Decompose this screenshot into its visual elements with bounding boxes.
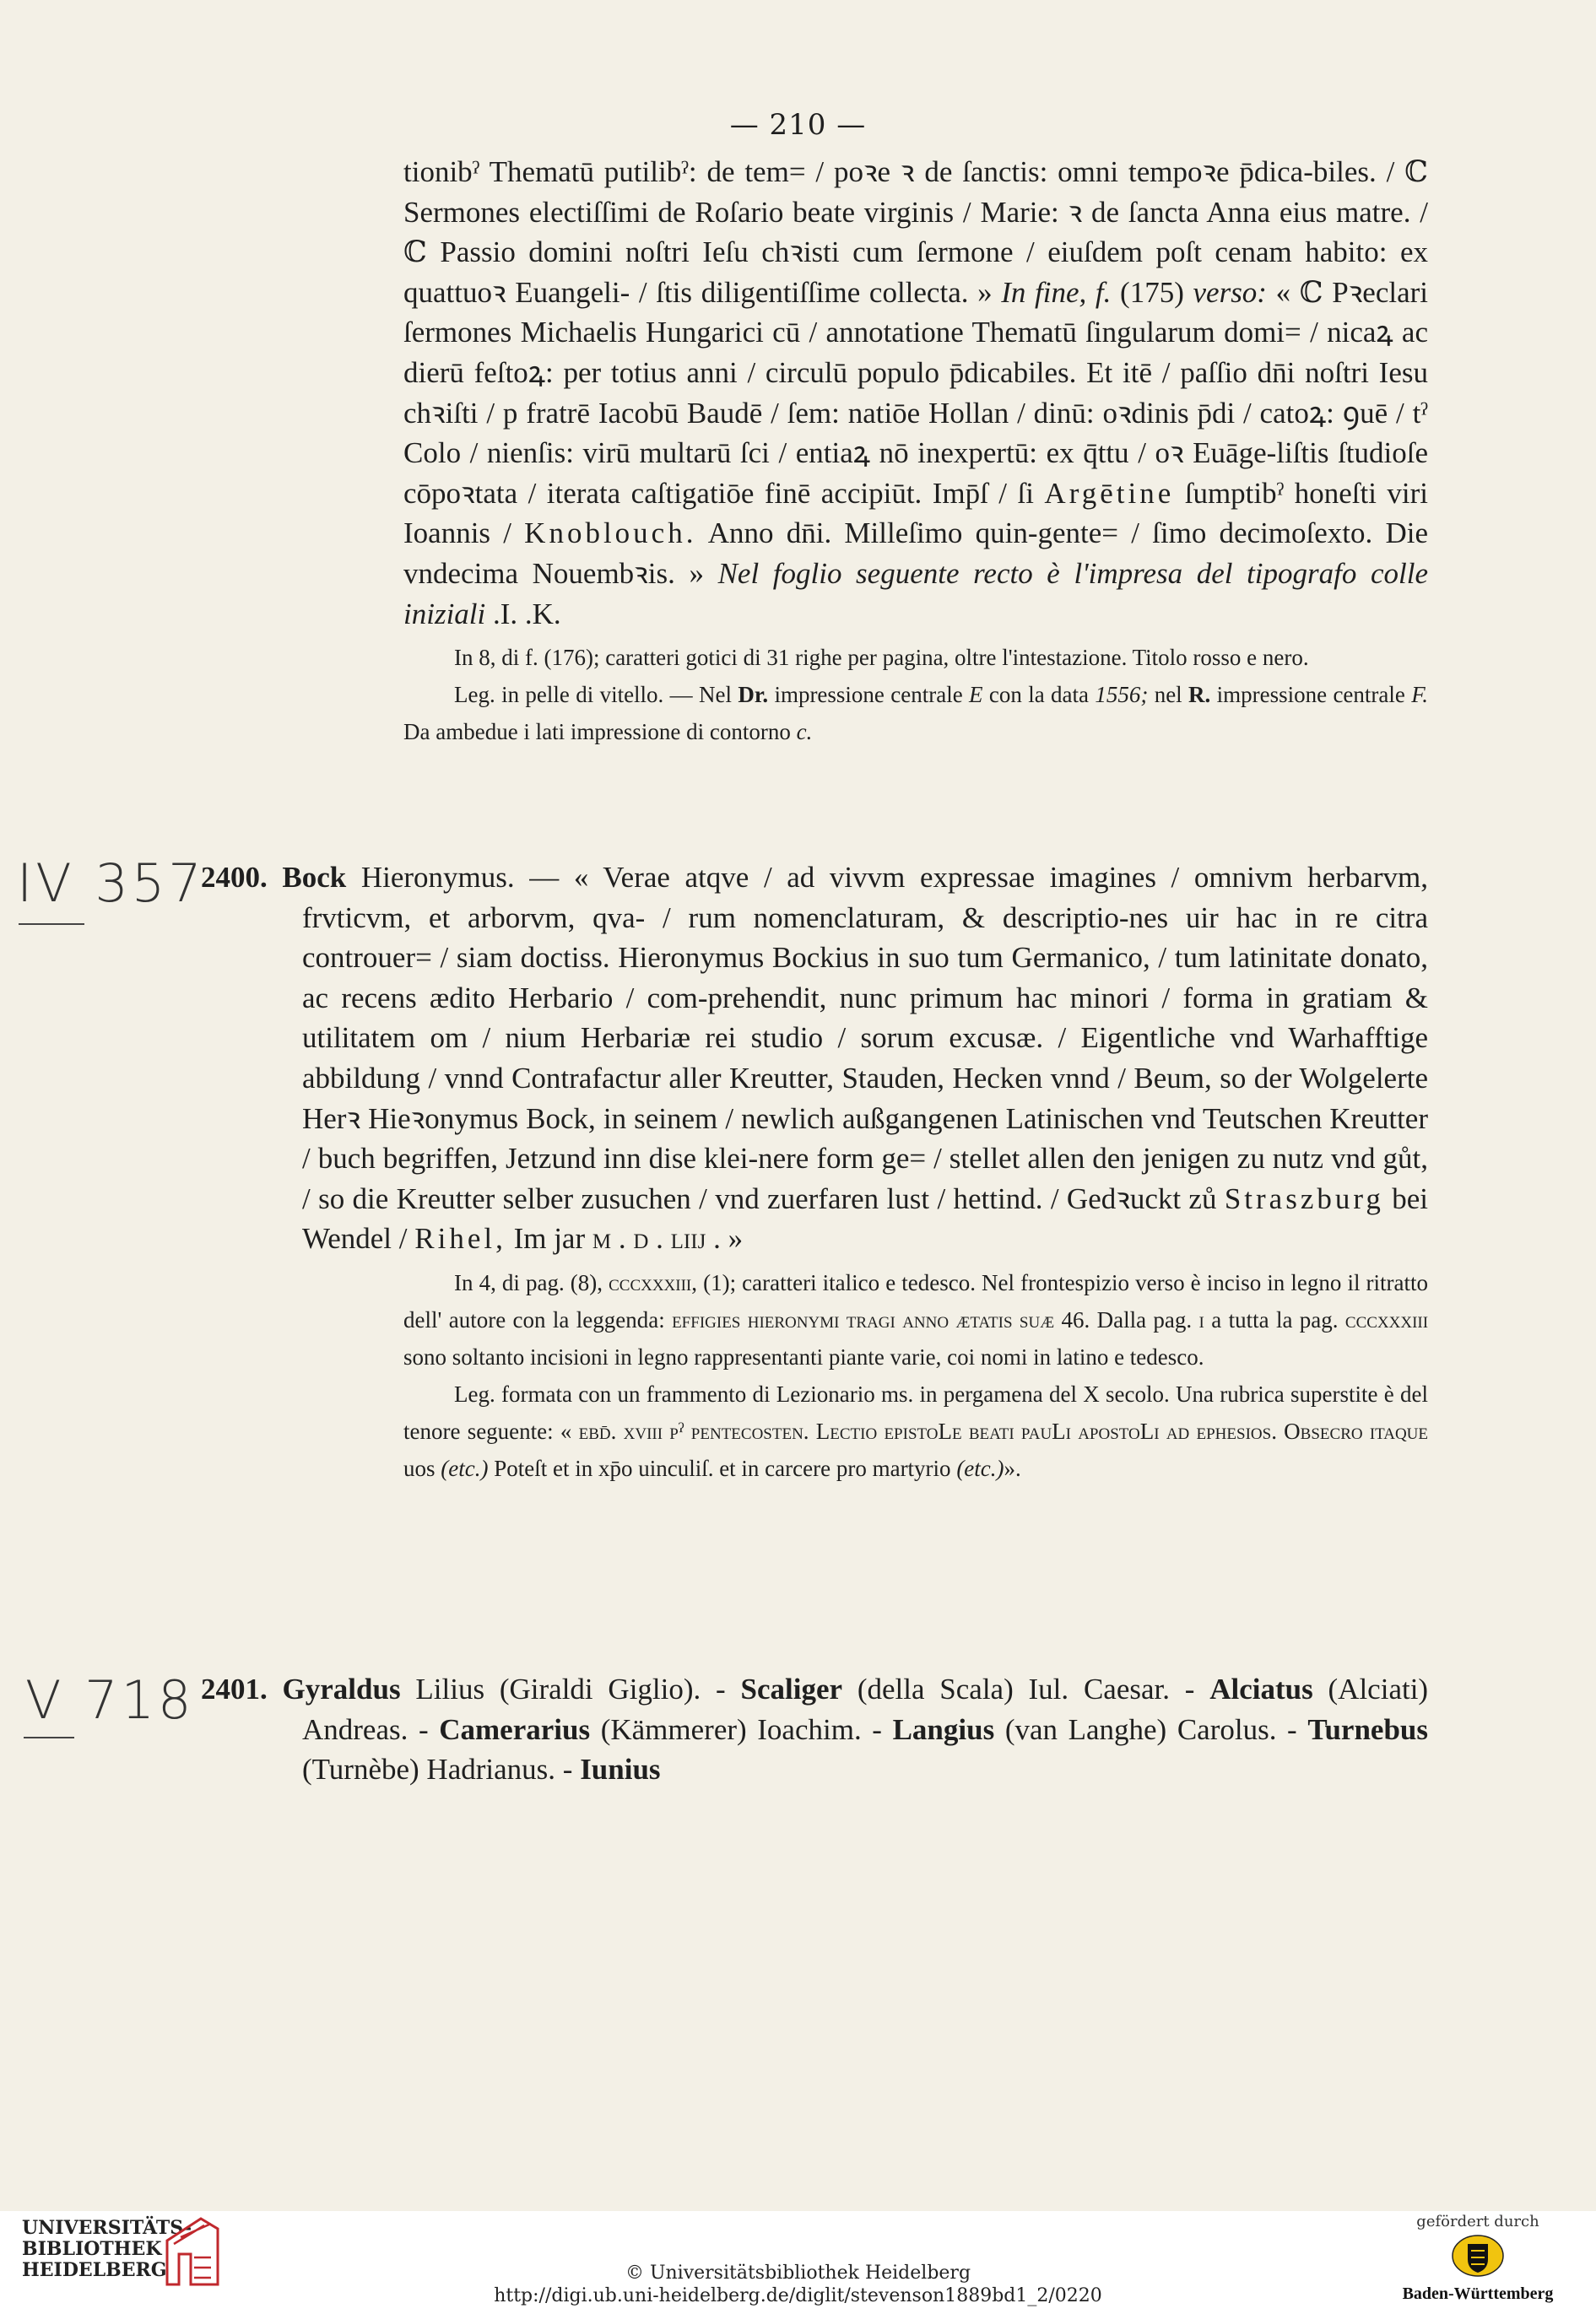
margin-note-shelfmark: V 718 [25, 1669, 195, 1731]
margin-note-underline [24, 1737, 74, 1738]
description-note: In 8, di f. (176); caratteri gotici di 31 righe per pagina, oltre l'intestazione. Titolo rosso e nero. [454, 645, 1309, 671]
library-name-line3: HEIDELBERG [22, 2259, 167, 2281]
margin-note-shelfmark: IV 357 [17, 852, 205, 914]
state-coat-of-arms-icon [1451, 2234, 1505, 2278]
sponsor-name: Baden-Württemberg [1402, 2284, 1554, 2303]
permalink[interactable]: http://digi.ub.uni-heidelberg.de/diglit/stevenson1889bd1_2/0220 [494, 2285, 1102, 2306]
binding-note: Leg. in pelle di vitello. — Nel Dr. impressione centrale E con la data 1556; nel R. impressione centrale F. Da ambedue i lati impressione di contorno c. [403, 682, 1428, 745]
margin-note-underline [19, 923, 84, 925]
entry-2401 [201, 1669, 1429, 1790]
library-name-line1: UNIVERSITÄTS- [22, 2217, 192, 2239]
entry-2400-description: In 4, di pag. (8), cccxxxiii, (1); caratteri italico e tedesco. Nel frontespizio verso è inciso in legno il ritratto dell' autore con la leggenda: effigies hieronymi tragi anno ætatis suæ 46. Dalla pag. i a tutta la pag. cccxxxiii sono soltanto incisioni in legno rappresentanti piante varie, coi nomi in latino e tedesco. [403, 1269, 1429, 1370]
entry-2400 [201, 857, 1429, 1487]
entry-2401-title: 2401. Gyraldus Lilius (Giraldi Giglio). - Scaliger (della Scala) Iul. Caesar. - Alciatus (Alciati) Andreas. - Camerarius (Kämmerer) Ioachim. - Langius (van Langhe) Carolus. - Turnebus (Turnèbe) Hadrianus. - Iunius [201, 1673, 1429, 1787]
entry-2400-title: 2400. Bock Hieronymus. — « Verae atqve / ad vivvm expressae imagines / omnivm herbarvm, frvticvm, et arborvm, qva- / rum nomenclaturam, & descriptio-nes uir hac in re citra controuer= / siam doctiss. Hieronymus Bockius in suo tum Germanico, / tum latinitate donato, ac recens ædito Herbario / com-prehendit, nunc primum hac minori / forma in gratiam & utilitatem om / nium Herbariæ rei studio / sorum excusæ. / Eigentliche vnd Warhafftige abbildung / vnnd Contrafactur aller Kreutter, Stauden, Hecken vnnd / Beum, so der Wolgelerte Herꝛ Hieꝛonymus Bock, in seinem / newlich außgangenen Latinischen vnd Teutschen Kreutter / buch begriffen, Jetzund inn dise klei-nere form ge= / stellet allen den jenigen zu nutz vnd gůt, / so die Kreutter selber zusuchen / vnd zuerfaren lust / hettind. / Gedꝛuckt zů Straszburg bei Wendel / Rihel, Im jar m . d . liij . » [201, 861, 1429, 1256]
continuation-paragraph: tionibˀ Thematū putilibˀ: de tem= / poꝛe ꝛ de ſanctis: omni tempoꝛe p̄dica-biles. / ℂ Sermones electiſſimi de Roſario beate virginis / Marie: ꝛ de ſancta Anna eius matre. / ℂ Passio domini noſtri Ieſu chꝛisti cum ſermone / eiuſdem poſt cenam habito: ex quattuoꝛ Euangeli- / ſtis diligentiſſime collecta. » In fine, f. (175) verso: « ℂ Pꝛeclari ſermones Michaelis Hungarici cū / annotatione Thematū ſingularum domi= / nicaꝝ ac dierū feſtoꝝ: per totius anni / circulū populo p̄dicabiles. Et itē / paſſio dn̄i noſtri Iesu chꝛiſti / p fratrē Iacobū Baudē / ſem: natiōe Hollan / dinū: oꝛdinis p̄di / catoꝝ: ꝯuē / tˀ Colo / nienſis: virū multarū ſci / entiaꝝ nō inexpertū: ex q̄ttu / oꝛ Euāge-liſtis ſtudioſe cōpoꝛtata / iterata caſtigatiōe finē accipiūt. Imp̄ſ / ſi Argētine ſumptibˀ honeſti viri Ioannis / Knoblouch. Anno dn̄i. Milleſimo quin-gente= / ſimo decimoſexto. Die vndecima Nouembꝛis. » Nel foglio seguente recto è l'impresa del tipografo colle iniziali .I. .K. [403, 155, 1429, 630]
continuation-block [403, 152, 1428, 750]
copyright-notice [0, 2259, 1596, 2307]
sponsor-block[interactable] [1393, 2213, 1562, 2304]
sponsor-label: gefördert durch [1416, 2213, 1539, 2230]
library-name-line2: BIBLIOTHEK [22, 2238, 162, 2260]
entry-2400-binding: Leg. formata con un frammento di Lezionario ms. in pergamena del X secolo. Una rubrica superstite è del tenore seguente: « ebd̄. xviii pˀ pentecosten. Lectio epistoLe beati pauLi apostoLi ad ephesios. Obsecro itaque uos (etc.) Poteſt et in xp̄o uinculiſ. et in carcere pro martyrio (etc.)». [403, 1381, 1429, 1481]
copyright-text: © Universitätsbibliothek Heidelberg [625, 2263, 971, 2284]
page-number: — 210 — [729, 108, 867, 142]
